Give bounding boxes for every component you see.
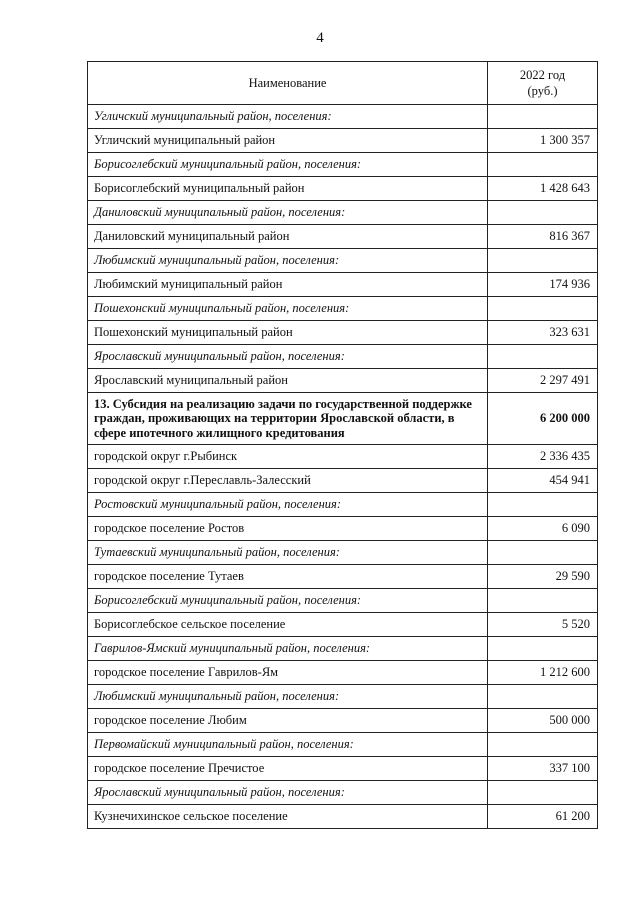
amount-cell: 1 300 357 xyxy=(488,129,598,153)
group-label-row xyxy=(88,733,598,757)
recipient-name: городское поселение Гаврилов-Ям xyxy=(88,661,488,685)
table-row xyxy=(88,469,598,493)
table-row xyxy=(88,517,598,541)
amount-cell xyxy=(488,345,598,369)
table-row xyxy=(88,321,598,345)
table-row xyxy=(88,177,598,201)
header-amount-year: 2022 год xyxy=(519,68,566,82)
group-label: Даниловский муниципальный район, поселения: xyxy=(88,201,488,225)
recipient-name: городской округ г.Переславль-Залесский xyxy=(88,469,488,493)
group-label-row xyxy=(88,249,598,273)
header-amount-unit: (руб.) xyxy=(527,84,558,98)
group-label: Пошехонский муниципальный район, поселения: xyxy=(88,297,488,321)
group-label-row xyxy=(88,685,598,709)
amount-cell: 29 590 xyxy=(488,565,598,589)
recipient-name: Борисоглебское сельское поселение xyxy=(88,613,488,637)
group-label: Ярославский муниципальный район, поселения: xyxy=(88,345,488,369)
amount-cell xyxy=(488,105,598,129)
group-label: Любимский муниципальный район, поселения: xyxy=(88,685,488,709)
group-label: Угличский муниципальный район, поселения: xyxy=(88,105,488,129)
amount-cell: 454 941 xyxy=(488,469,598,493)
table-row xyxy=(88,129,598,153)
amount-cell: 816 367 xyxy=(488,225,598,249)
amount-cell: 500 000 xyxy=(488,709,598,733)
group-label-row xyxy=(88,345,598,369)
amount-cell: 6 090 xyxy=(488,517,598,541)
recipient-name: городское поселение Любим xyxy=(88,709,488,733)
amount-cell: 337 100 xyxy=(488,757,598,781)
amount-cell: 61 200 xyxy=(488,805,598,829)
table-row xyxy=(88,661,598,685)
table-row xyxy=(88,369,598,393)
recipient-name: Угличский муниципальный район xyxy=(88,129,488,153)
recipient-name: городское поселение Ростов xyxy=(88,517,488,541)
amount-cell xyxy=(488,733,598,757)
group-label-row xyxy=(88,541,598,565)
group-label: Борисоглебский муниципальный район, поселения: xyxy=(88,153,488,177)
table-row xyxy=(88,565,598,589)
amount-cell xyxy=(488,589,598,613)
amount-cell: 1 428 643 xyxy=(488,177,598,201)
recipient-name: городское поселение Тутаев xyxy=(88,565,488,589)
amount-cell xyxy=(488,541,598,565)
subsidy-table xyxy=(87,61,598,829)
group-label-row xyxy=(88,589,598,613)
header-amount xyxy=(488,62,598,105)
amount-cell: 323 631 xyxy=(488,321,598,345)
table-body xyxy=(88,105,598,829)
amount-cell: 2 336 435 xyxy=(488,445,598,469)
group-label-row xyxy=(88,153,598,177)
table-row xyxy=(88,225,598,249)
table-row xyxy=(88,709,598,733)
recipient-name: Борисоглебский муниципальный район xyxy=(88,177,488,201)
section-row xyxy=(88,393,598,445)
amount-cell: 2 297 491 xyxy=(488,369,598,393)
amount-cell xyxy=(488,249,598,273)
page-number: 4 xyxy=(316,30,324,46)
header-name: Наименование xyxy=(88,62,488,105)
recipient-name: городское поселение Пречистое xyxy=(88,757,488,781)
group-label: Гаврилов-Ямский муниципальный район, поселения: xyxy=(88,637,488,661)
group-label: Тутаевский муниципальный район, поселения: xyxy=(88,541,488,565)
recipient-name: Любимский муниципальный район xyxy=(88,273,488,297)
table-row xyxy=(88,613,598,637)
table-row xyxy=(88,757,598,781)
recipient-name: Ярославский муниципальный район xyxy=(88,369,488,393)
amount-cell xyxy=(488,201,598,225)
group-label: Ростовский муниципальный район, поселения: xyxy=(88,493,488,517)
recipient-name: городской округ г.Рыбинск xyxy=(88,445,488,469)
amount-cell xyxy=(488,493,598,517)
amount-cell xyxy=(488,297,598,321)
group-label-row xyxy=(88,781,598,805)
amount-cell: 174 936 xyxy=(488,273,598,297)
amount-cell xyxy=(488,153,598,177)
group-label: Борисоглебский муниципальный район, поселения: xyxy=(88,589,488,613)
table-header-row xyxy=(88,62,598,105)
amount-cell xyxy=(488,781,598,805)
group-label-row xyxy=(88,297,598,321)
amount-cell xyxy=(488,685,598,709)
group-label-row xyxy=(88,105,598,129)
amount-cell xyxy=(488,637,598,661)
table-row xyxy=(88,273,598,297)
group-label-row xyxy=(88,637,598,661)
group-label-row xyxy=(88,201,598,225)
table-row xyxy=(88,445,598,469)
recipient-name: Кузнечихинское сельское поселение xyxy=(88,805,488,829)
recipient-name: Даниловский муниципальный район xyxy=(88,225,488,249)
group-label: Первомайский муниципальный район, поселения: xyxy=(88,733,488,757)
table-row xyxy=(88,805,598,829)
group-label-row xyxy=(88,493,598,517)
section-title: 13. Субсидия на реализацию задачи по государственной поддержке граждан, проживающих на территории Ярославской области, в сфере ипотечного жилищного кредитования xyxy=(88,393,488,445)
amount-cell: 1 212 600 xyxy=(488,661,598,685)
recipient-name: Пошехонский муниципальный район xyxy=(88,321,488,345)
section-amount: 6 200 000 xyxy=(488,393,598,445)
group-label: Любимский муниципальный район, поселения: xyxy=(88,249,488,273)
group-label: Ярославский муниципальный район, поселения: xyxy=(88,781,488,805)
amount-cell: 5 520 xyxy=(488,613,598,637)
